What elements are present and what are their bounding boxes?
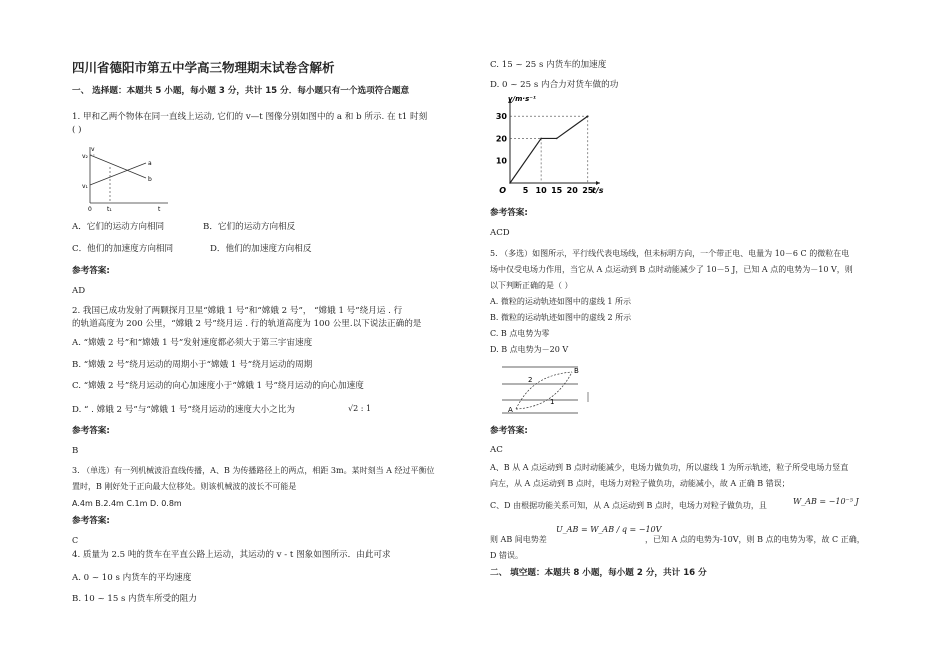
q5-explanation-line2: 向左，从 A 点运动到 B 点时，电场力对粒子做负功，动能减小，故 A 正确 B 错误； bbox=[490, 479, 790, 488]
q5-formula-potential: U_AB = W_AB / q = −10V bbox=[556, 525, 662, 534]
q4-option-d: D. 0 ~ 25 s 内合力对货车做的功 bbox=[490, 80, 619, 90]
q2-option-b: B. “嫦娥 2 号”绕月运动的周期小于“嫦娥 1 号”绕月运动的周期 bbox=[72, 360, 313, 370]
q5-option-a: A. 微粒的运动轨迹如图中的虚线 1 所示 bbox=[490, 297, 632, 306]
section-2-heading: 二、 填空题：本题共 8 小题，每小题 2 分，共计 16 分 bbox=[490, 568, 707, 578]
q1-option-b: B．它们的运动方向相反 bbox=[203, 222, 296, 232]
trajectory-2 bbox=[516, 372, 572, 409]
q5-option-b: B. 微粒的运动轨迹如图中的虚线 2 所示 bbox=[490, 313, 632, 322]
q4-option-a: A. 0 ~ 10 s 内货车的平均速度 bbox=[72, 573, 192, 583]
q2-answer-label: 参考答案: bbox=[72, 426, 110, 436]
q5-stem-line2: 场中仅受电场力作用，当它从 A 点运动到 B 点时动能减少了 10－5 J，已知 A 点的电势为－10 V，则 bbox=[490, 265, 853, 274]
q1-graph-v1: v₁ bbox=[82, 183, 88, 190]
q2-option-a: A. “嫦娥 2 号”和“嫦娥 1 号”发射速度都必须大于第三宇宙速度 bbox=[72, 338, 313, 348]
q1-option-c: C．他们的加速度方向相同 bbox=[72, 244, 174, 254]
x-tick-label: 20 bbox=[566, 186, 578, 195]
q2-stem-line1: 2. 我国已成功发射了两颗探月卫星“嫦娥 1 号”和“嫦娥 2 号”， “嫦娥 1 号”绕月运 . 行 bbox=[72, 306, 403, 316]
q3-answer-label: 参考答案: bbox=[72, 516, 110, 526]
q1-answer-label: 参考答案: bbox=[72, 266, 110, 276]
q5-answer: AC bbox=[490, 445, 503, 455]
q4-stem: 4. 质量为 2.5 吨的货车在平直公路上运动，其运动的 v - t 图象如图所示．由此可求 bbox=[72, 550, 391, 560]
data-point bbox=[556, 138, 558, 140]
y-tick-label: 20 bbox=[495, 134, 507, 144]
q1-graph-b: b bbox=[148, 176, 152, 183]
q1-option-d: D．他们的加速度方向相反 bbox=[210, 244, 312, 254]
q2-stem-line2: 的轨道高度为 200 公里，“嫦娥 2 号”绕月运 . 行的轨道高度为 100 公里.以下说法正确的是 bbox=[72, 319, 422, 329]
q5-option-d: D. B 点电势为－20 V bbox=[490, 345, 569, 354]
q3-stem-line2: 置时，B 刚好处于正向最大位移处。则该机械波的波长不可能是 bbox=[72, 482, 297, 491]
q1-graph-t1: t₁ bbox=[107, 206, 112, 213]
series-line bbox=[510, 116, 588, 183]
q4-vt-chart bbox=[492, 97, 612, 197]
x-axis-arrow bbox=[596, 181, 600, 185]
q1-stem-line2: ( ) bbox=[72, 125, 82, 135]
q5-explanation-line4a: 则 AB 间电势差 bbox=[490, 535, 547, 544]
q5-fig-label-b: B bbox=[574, 367, 579, 375]
x-tick-label: 5 bbox=[522, 186, 529, 195]
q1-option-a: A．它们的运动方向相同 bbox=[72, 222, 165, 232]
x-axis-label: t/s bbox=[592, 186, 604, 195]
q4-option-b: B. 10 ~ 15 s 内货车所受的阻力 bbox=[72, 594, 197, 604]
q3-options: A.4m B.2.4m C.1m D. 0.8m bbox=[72, 499, 182, 508]
q3-answer: C bbox=[72, 536, 79, 545]
origin-label: O bbox=[499, 186, 506, 195]
x-tick-label: 15 bbox=[551, 186, 563, 195]
q1-answer: AD bbox=[72, 286, 86, 296]
q5-answer-label: 参考答案: bbox=[490, 426, 528, 436]
q5-stem-line3: 以下判断正确的是（ ） bbox=[490, 281, 573, 290]
q5-formula-work: W_AB = −10⁻⁵ J bbox=[793, 497, 859, 506]
q2-ratio: √2 : 1 bbox=[348, 404, 372, 413]
q5-field-figure bbox=[494, 362, 594, 417]
data-point bbox=[587, 115, 589, 117]
x-tick-label: 10 bbox=[535, 186, 547, 195]
data-point bbox=[540, 138, 542, 140]
q1-graph-v: v bbox=[91, 146, 95, 153]
y-axis-label: v/m·s⁻¹ bbox=[508, 95, 536, 103]
q4-answer: ACD bbox=[490, 228, 510, 238]
q5-explanation-line4b: ，已知 A 点的电势为-10V，则 B 点的电势为零，故 C 正确， bbox=[645, 535, 865, 544]
data-point bbox=[509, 182, 511, 184]
q2-answer: B bbox=[72, 446, 79, 456]
q1-vt-graph bbox=[76, 143, 176, 213]
q5-fig-label-1: 1 bbox=[550, 398, 555, 406]
section-1-heading: 一、 选择题：本题共 5 小题，每小题 3 分，共计 15 分．每小题只有一个选项符合题意 bbox=[72, 86, 410, 96]
q5-explanation-line1: A、B 从 A 点运动到 B 点时动能减少，电场力做负功，所以虚线 1 为所示轨迹，粒子所受电场力竖直 bbox=[490, 463, 849, 472]
q5-explanation-line5: D 错误。 bbox=[490, 551, 523, 560]
q3-stem-line1: 3. （单选）有一列机械波沿直线传播，A、B 为传播路径上的两点，相距 3m。某时刻当 A 经过平衡位 bbox=[72, 466, 435, 475]
q5-option-c: C. B 点电势为零 bbox=[490, 329, 550, 338]
q5-fig-label-a: A bbox=[508, 406, 513, 414]
q4-answer-label: 参考答案: bbox=[490, 208, 528, 218]
x-tick-label: 25 bbox=[582, 186, 594, 195]
q1-stem-line1: 1. 甲和乙两个物体在同一直线上运动, 它们的 v—t 图像分别如图中的 a 和 b 所示. 在 t1 时刻 bbox=[72, 112, 428, 122]
q5-explanation-line3: C、D 由根据功能关系可知，从 A 点运动到 B 点时，电场力对粒子做负功，且 bbox=[490, 501, 767, 510]
q4-option-c: C. 15 ~ 25 s 内货车的加速度 bbox=[490, 60, 607, 70]
q2-option-d: D. “ . 嫦娥 2 号”与“嫦娥 1 号”绕月运动的速度大小之比为 bbox=[72, 405, 295, 415]
q5-stem-line1: 5. （多选）如图所示，平行线代表电场线，但未标明方向，一个带正电、电量为 10－6 C 的微粒在电 bbox=[490, 249, 850, 258]
q1-graph-t: t bbox=[158, 206, 161, 213]
y-tick-label: 10 bbox=[495, 156, 507, 166]
q1-graph-origin: 0 bbox=[88, 206, 92, 213]
q2-option-c: C. “嫦娥 2 号”绕月运动的向心加速度小于“嫦娥 1 号”绕月运动的向心加速度 bbox=[72, 381, 364, 391]
y-tick-label: 30 bbox=[495, 112, 507, 122]
page-title: 四川省德阳市第五中学高三物理期末试卷含解析 bbox=[72, 60, 335, 75]
q1-graph-a: a bbox=[148, 160, 152, 167]
q5-fig-label-2: 2 bbox=[528, 376, 533, 384]
q1-graph-v2: v₂ bbox=[82, 153, 88, 160]
trajectory-1 bbox=[516, 372, 572, 409]
